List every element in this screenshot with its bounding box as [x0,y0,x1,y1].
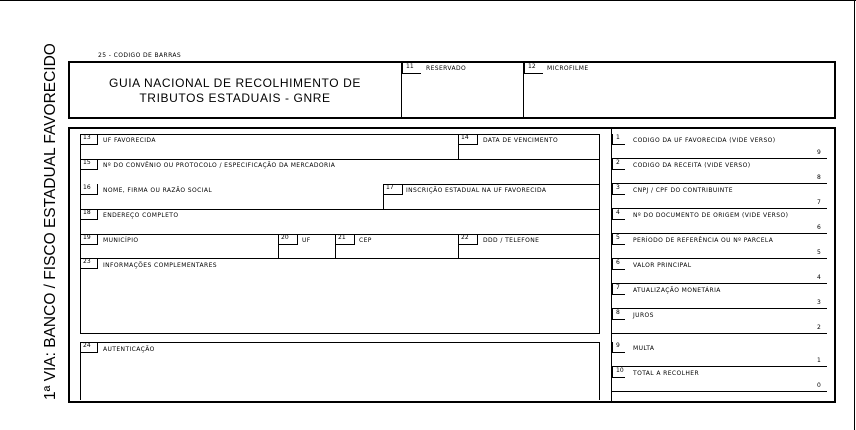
field-3-check-digit: 7 [817,199,821,206]
field-7-label: ATUALIZAÇÃO MONETÁRIA [633,287,721,294]
row-divider-5 [80,258,600,259]
field-17-number: 17 [383,184,402,195]
field-3-underline [612,208,827,209]
field-5-check-digit: 5 [817,249,821,256]
field-10-label: TOTAL A RECOLHER [633,370,700,377]
field-16-label: NOME, FIRMA OU RAZÃO SOCIAL [103,187,213,194]
field-22-tick [477,234,478,245]
field-24-tick [97,342,98,353]
field-2-number: 2 [612,159,625,170]
field-5-number: 5 [612,234,625,245]
field-9-check-digit: 1 [817,357,821,364]
title-line-1: GUIA NACIONAL DE RECOLHIMENTO DE [109,76,361,90]
field-2-label: CODIGO DA RECEITA (VIDE VERSO) [633,162,751,169]
field-12-number: 12 [524,63,543,74]
field-19-number: 19 [80,234,97,245]
row-divider-17 [383,184,600,185]
form-title [70,76,400,106]
field-5-underline [612,258,827,259]
field-21-label: CEP [359,237,372,244]
field-1-underline [612,158,827,159]
field-6-label: VALOR PRINCIPAL [633,262,692,269]
field-7-underline [612,308,827,309]
field-1-check-digit: 9 [817,149,821,156]
field-18-number: 18 [80,209,97,220]
row-divider-3 [80,209,600,210]
field-9-underline [612,366,827,367]
field-22-label: DDD / TELEFONE [483,237,540,244]
field-9-number: 9 [612,342,625,353]
field-23-label: INFORMAÇÕES COMPLEMENTARES [103,262,217,269]
field-22-number: 22 [458,234,477,245]
field-2-check-digit: 8 [817,174,821,181]
field-6-underline [612,283,827,284]
field-8-check-digit: 2 [817,324,821,331]
field-6-number: 6 [612,259,625,270]
field-19-label: MUNICÍPIO [103,237,139,244]
field-16-tick [97,184,98,195]
field-23-number: 23 [80,258,97,269]
field-13-label: UF FAVORECIDA [103,137,156,144]
field-8-number: 8 [612,309,625,320]
field-23-tick [97,258,98,269]
field-8-underline [612,333,827,334]
field-14-number: 14 [458,134,477,145]
field-19-tick [97,234,98,245]
authentication-box [80,342,600,400]
field-21-tick [354,234,355,245]
field-24-number: 24 [80,342,97,353]
row-divider-1 [80,159,600,160]
field-8-label: JUROS [633,312,654,319]
field-1-number: 1 [612,134,625,145]
field-13-tick [97,134,98,145]
field-13-number: 13 [80,134,97,145]
field-14-label: DATA DE VENCIMENTO [483,137,559,144]
field-2-underline [612,183,827,184]
page-top-border [0,0,856,1]
barcode-label: 25 - CODIGO DE BARRAS [98,52,182,59]
field-4-number: 4 [612,209,625,220]
side-via-text: 1ª VIA: BANCO / FISCO ESTADUAL FAVORECIDO [42,43,59,400]
field-3-number: 3 [612,184,625,195]
field-15-tick [97,159,98,170]
field-3-label: CNPJ / CPF DO CONTRIBUINTE [633,187,733,194]
field-14-tick [477,134,478,145]
field-20-label: UF [302,237,311,244]
field-10-check-digit: 0 [817,382,821,389]
field-18-label: ENDEREÇO COMPLETO [103,212,179,219]
field-10-underline [612,391,827,392]
field-17-tick [402,184,403,195]
field-10-number: 10 [612,367,625,378]
field-15-label: Nº DO CONVÊNIO OU PROTOCOLO / ESPECIFICAÇÃO DA MERCADORIA [103,162,336,169]
field-18-tick [97,209,98,220]
field-11-number: 11 [402,63,421,74]
title-line-2: TRIBUTOS ESTADUAIS - GNRE [139,91,331,105]
field-17-label: INSCRIÇÃO ESTADUAL NA UF FAVORECIDA [406,187,547,194]
field-4-check-digit: 6 [817,224,821,231]
field-4-underline [612,233,827,234]
field-5-label: PERÍODO DE REFERÊNCIA OU Nº PARCELA [633,237,774,244]
field-1-label: CODIGO DA UF FAVORECIDA (VIDE VERSO) [633,137,776,144]
field-7-check-digit: 3 [817,299,821,306]
field-11-label: RESERVADO [426,65,467,72]
field-12-label: MICROFILME [547,65,589,72]
field-15-number: 15 [80,159,97,170]
field-20-number: 20 [278,234,297,245]
field-9-label: MULTA [633,345,655,352]
field-21-number: 21 [335,234,354,245]
field-6-check-digit: 4 [817,274,821,281]
field-7-number: 7 [612,284,625,295]
page-right-border [854,0,855,430]
field-20-tick [297,234,298,245]
field-24-label: AUTENTICAÇÃO [103,346,155,353]
field-16-number: 16 [80,184,97,195]
field-4-label: Nº DO DOCUMENTO DE ORIGEM (VIDE VERSO) [633,212,789,219]
